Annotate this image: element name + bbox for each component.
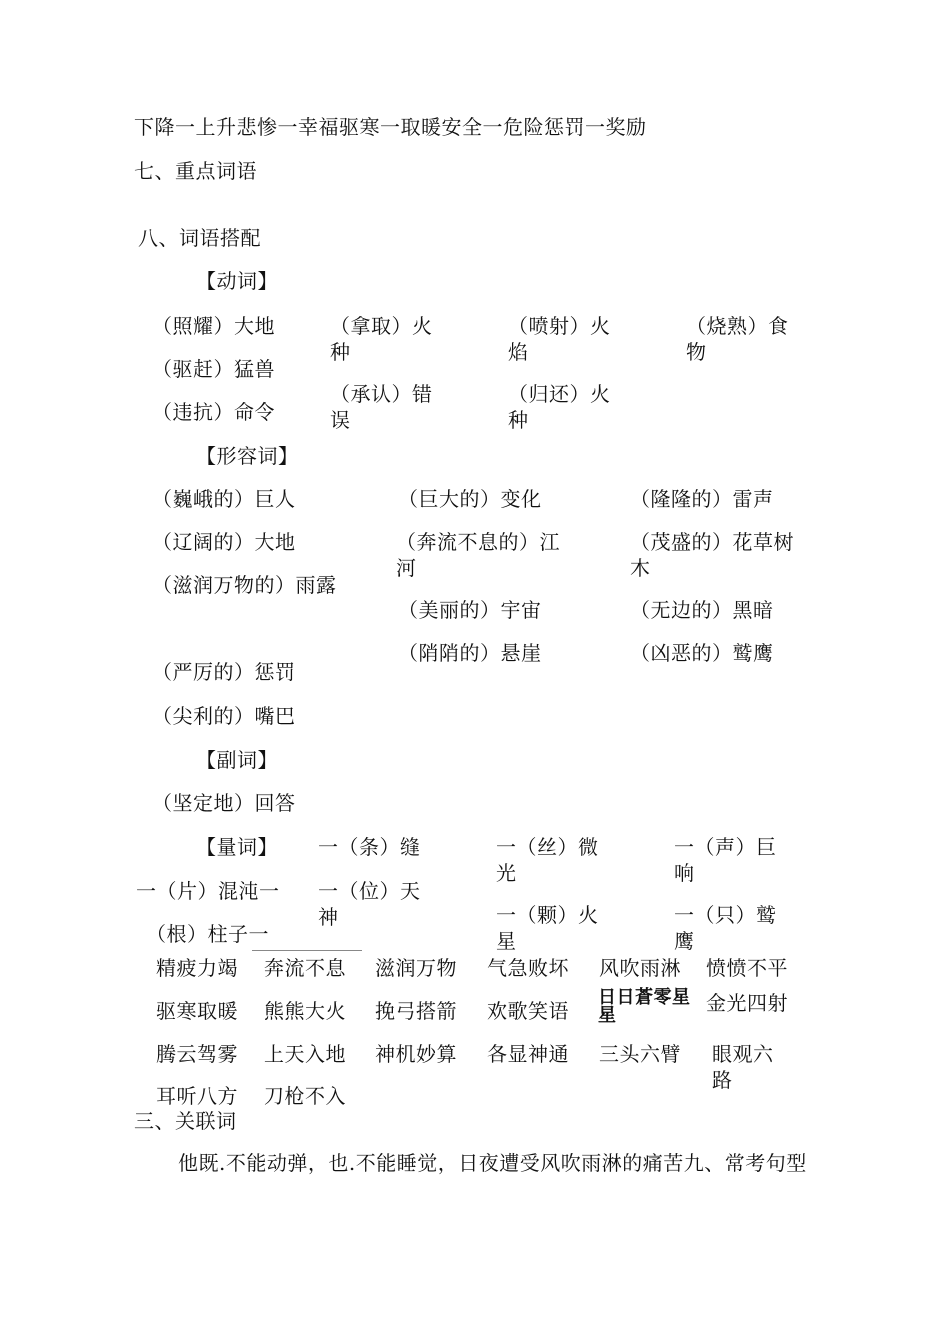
adjective-item: （凶恶的）鹫鹰 bbox=[630, 641, 774, 665]
idiom: 驱寒取暖 bbox=[156, 999, 238, 1023]
section8-title: 八、词语搭配 bbox=[138, 226, 261, 250]
conjunction-sentence: 他既.不能动弹，也.不能睡觉，日夜遭受风吹雨淋的痛苦九、常考句型 bbox=[178, 1151, 807, 1175]
adjective-item: （尖利的）嘴巴 bbox=[152, 704, 296, 728]
measure-word-item: 一（只）鹫鹰 bbox=[674, 903, 777, 953]
adjective-item: （滋润万物的）雨露 bbox=[152, 573, 337, 597]
verb-item: （拿取）火种 bbox=[330, 314, 433, 364]
idiom: 日日蒼零星星 bbox=[598, 987, 691, 1026]
adjective-item: （美丽的）宇宙 bbox=[398, 598, 542, 622]
antonyms-line: 下降一上升悲惨一幸福驱寒一取暖安全一危险惩罚一奖励 bbox=[134, 115, 647, 139]
adjective-item: （无边的）黑暗 bbox=[630, 598, 774, 622]
measure-word-item: 一（条）缝 bbox=[318, 835, 421, 859]
adjective-item: （隆隆的）雷声 bbox=[630, 487, 774, 511]
section3-title: 三、关联词 bbox=[134, 1109, 237, 1133]
adjectives-heading: 【形容词】 bbox=[196, 444, 299, 468]
measure-word-item: 一（位）天神 bbox=[318, 879, 421, 929]
verb-item: （烧熟）食物 bbox=[686, 314, 789, 364]
idiom: 滋润万物 bbox=[375, 956, 457, 980]
idiom: 耳听八方 bbox=[156, 1084, 238, 1108]
verb-item: （驱赶）猛兽 bbox=[152, 357, 275, 381]
adverb-item: （坚定地）回答 bbox=[152, 791, 296, 815]
idiom: 熊熊大火 bbox=[264, 999, 346, 1023]
idiom: 金光四射 bbox=[706, 991, 788, 1015]
idiom: 上天入地 bbox=[264, 1042, 346, 1066]
verb-item: （归还）火种 bbox=[508, 382, 611, 432]
idiom: 欢歌笑语 bbox=[487, 999, 569, 1023]
measure-word-item: 一（片）混沌一 bbox=[136, 879, 280, 903]
adjective-item: （陗陗的）悬崖 bbox=[398, 641, 542, 665]
adjective-item: （巨大的）变化 bbox=[398, 487, 542, 511]
verb-item: （照耀）大地 bbox=[152, 314, 275, 338]
adjective-item: （茂盛的）花草树木 bbox=[630, 530, 794, 580]
idiom: 挽弓搭箭 bbox=[375, 999, 457, 1023]
verb-item: （违抗）命令 bbox=[152, 400, 275, 424]
idiom: 风吹雨淋 bbox=[599, 956, 681, 980]
verb-item: （喷射）火焰 bbox=[508, 314, 611, 364]
adjective-item: （辽阔的）大地 bbox=[152, 530, 296, 554]
idiom: 精疲力竭 bbox=[156, 956, 238, 980]
verb-item: （承认）错误 bbox=[330, 382, 433, 432]
measure-word-item: 一（颗）火星 bbox=[496, 903, 599, 953]
table-top-rule bbox=[252, 950, 362, 951]
idiom: 各显神通 bbox=[487, 1042, 569, 1066]
adjective-item: （奔流不息的）江河 bbox=[396, 530, 560, 580]
measure-word-item: 一（丝）微光 bbox=[496, 835, 599, 885]
idiom: 奔流不息 bbox=[264, 956, 346, 980]
adverbs-heading: 【副词】 bbox=[196, 748, 278, 772]
idiom: 眼观六路 bbox=[712, 1042, 774, 1092]
idiom: 刀枪不入 bbox=[264, 1084, 346, 1108]
verbs-heading: 【动词】 bbox=[196, 269, 278, 293]
idiom: 愤愤不平 bbox=[706, 956, 788, 980]
section7-title: 七、重点词语 bbox=[134, 159, 257, 183]
measure-words-heading: 【量词】 bbox=[196, 835, 278, 859]
idiom: 气急败坏 bbox=[487, 956, 569, 980]
measure-word-item: 一（声）巨响 bbox=[674, 835, 777, 885]
adjective-item: （严厉的）惩罚 bbox=[152, 660, 296, 684]
idiom: 三头六臂 bbox=[599, 1042, 681, 1066]
measure-word-item: （根）柱子一 bbox=[146, 922, 269, 946]
adjective-item: （巍峨的）巨人 bbox=[152, 487, 296, 511]
idiom: 神机妙算 bbox=[375, 1042, 457, 1066]
idiom: 腾云驾雾 bbox=[156, 1042, 238, 1066]
